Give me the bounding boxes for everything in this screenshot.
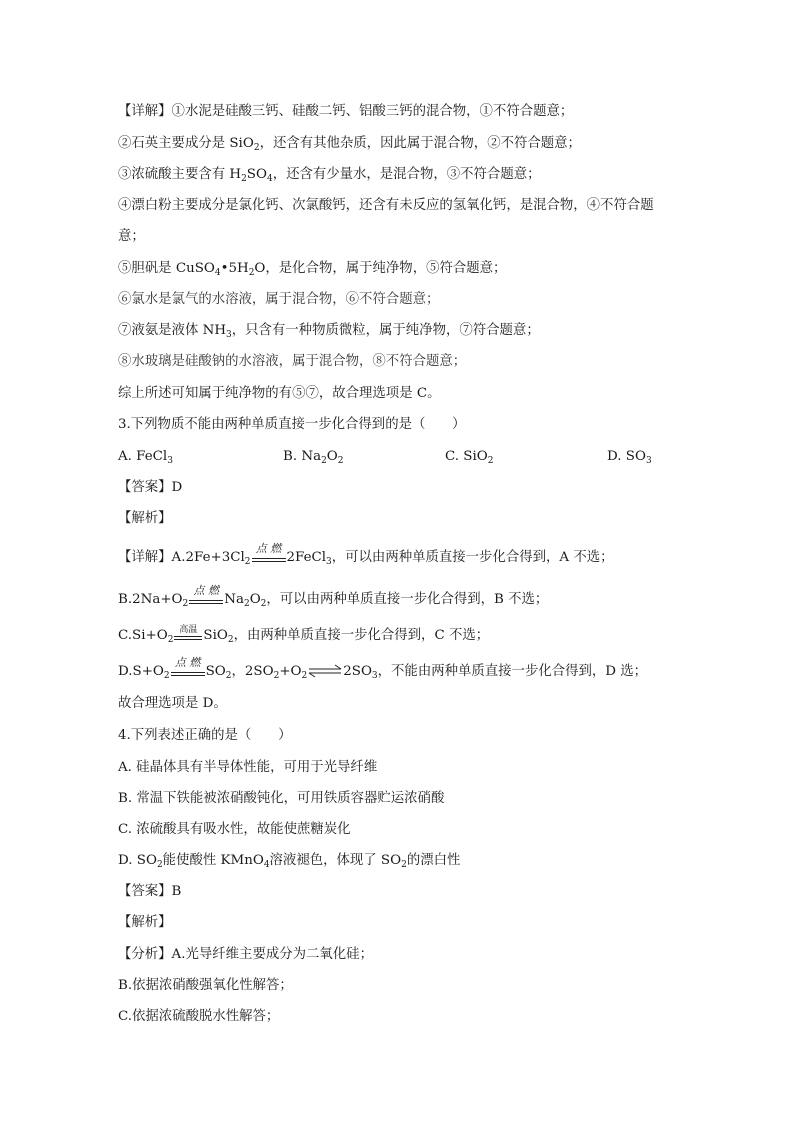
reaction-condition-ignite: 点 燃 — [252, 547, 286, 563]
question-3-option-b: B. $Na_2O_2$ — [283, 449, 344, 466]
question-4-option-c: C. 浓硫酸具有吸水性，故能使蔗糖炭化 — [118, 822, 351, 837]
explanation-line-5: 意； — [118, 229, 145, 244]
explanation-line-8: ⑦液氨是液体 $NH_3$，只含有一种物质微粒，属于纯净物，⑦符合题意； — [118, 323, 540, 340]
explanation-line-3: ③浓硫酸主要含有 $H_2SO_4$，还含有少量水，是混合物，③不符合题意； — [118, 167, 541, 184]
question-3-option-a: A. FeCl$_3$ — [118, 449, 173, 466]
detail-3-b: $B.2Na+O_2$ 点 燃 $Na_2O_2$，可以由两种单质直接一步化合得到，B 不选； — [118, 584, 549, 609]
detail-3-d: $D.S+O_2$ 点 燃 $SO_2$，$2SO_2+O_2$ $2SO_3$，不能由两种单质直接一步化合得到，D 选； — [118, 656, 648, 681]
question-3-option-c: C. SiO$_2$ — [445, 449, 494, 466]
analysis-4-line-3: C.依据浓硫酸脱水性解答； — [118, 1009, 280, 1024]
question-4-option-a: A. 硅晶体具有半导体性能，可用于光导纤维 — [118, 760, 378, 775]
answer-3: 【答案】D — [118, 480, 183, 495]
explanation-line-7: ⑥氯水是氯气的水溶液，属于混合物，⑥不符合题意； — [118, 292, 440, 307]
reaction-condition-ignite: 点 燃 — [171, 661, 205, 677]
question-3: 3.下列物质不能由两种单质直接一步化合得到的是（ ） — [118, 417, 466, 432]
analysis-4-line-1: 【分析】A.光导纤维主要成分为二氧化硅； — [118, 947, 373, 962]
analysis-4-heading: 【解析】 — [118, 915, 172, 930]
reaction-condition-ignite: 点 燃 — [189, 589, 223, 605]
analysis-4-line-2: B.依据浓硝酸强氧化性解答； — [118, 978, 293, 993]
conclusion-line: 综上所述可知属于纯净物的有⑤⑦，故合理选项是 C。 — [118, 386, 441, 401]
reaction-condition-high-temp: 高温 — [174, 625, 202, 641]
explanation-line-6: ⑤胆矾是 $CuSO_4•5H_2O$，是化合物，属于纯净物，⑤符合题意； — [118, 261, 507, 278]
conclusion-3: 故合理选项是 D。 — [118, 696, 227, 711]
question-4-option-b: B. 常温下铁能被浓硝酸钝化，可用铁质容器贮运浓硝酸 — [118, 791, 445, 806]
detail-3-c: $C.Si+O_2$ 高温 SiO$_2$，由两种单质直接一步化合得到，C 不选； — [118, 625, 490, 645]
question-3-option-d: D. $SO_3$ — [607, 449, 652, 466]
analysis-3-heading: 【解析】 — [118, 511, 172, 526]
answer-4: 【答案】B — [118, 884, 182, 899]
reversible-arrow-icon — [307, 663, 343, 679]
detail-3-a: 【详解】$A.2Fe+3Cl_2$ 点 燃 2FeCl$_3$，可以由两种单质直接一步化合得到，A 不选； — [118, 542, 614, 567]
explanation-line-2: ②石英主要成分是 SiO$_2$，还含有其他杂质，因此属于混合物，②不符合题意； — [118, 136, 581, 153]
question-4: 4.下列表述正确的是（ ） — [118, 728, 292, 743]
explanation-line-4: ④漂白粉主要成分是氯化钙、次氯酸钙，还含有未反应的氢氧化钙，是混合物，④不符合题 — [118, 198, 654, 213]
explanation-line-9: ⑧水玻璃是硅酸钠的水溶液，属于混合物，⑧不符合题意； — [118, 354, 467, 369]
question-4-option-d: D. $SO_2$能使酸性 KMnO$_4$溶液褪色，体现了 $SO_2$的漂白性 — [118, 853, 461, 870]
explanation-line-1: 【详解】①水泥是硅酸三钙、硅酸二钙、铝酸三钙的混合物，①不符合题意； — [118, 104, 574, 119]
